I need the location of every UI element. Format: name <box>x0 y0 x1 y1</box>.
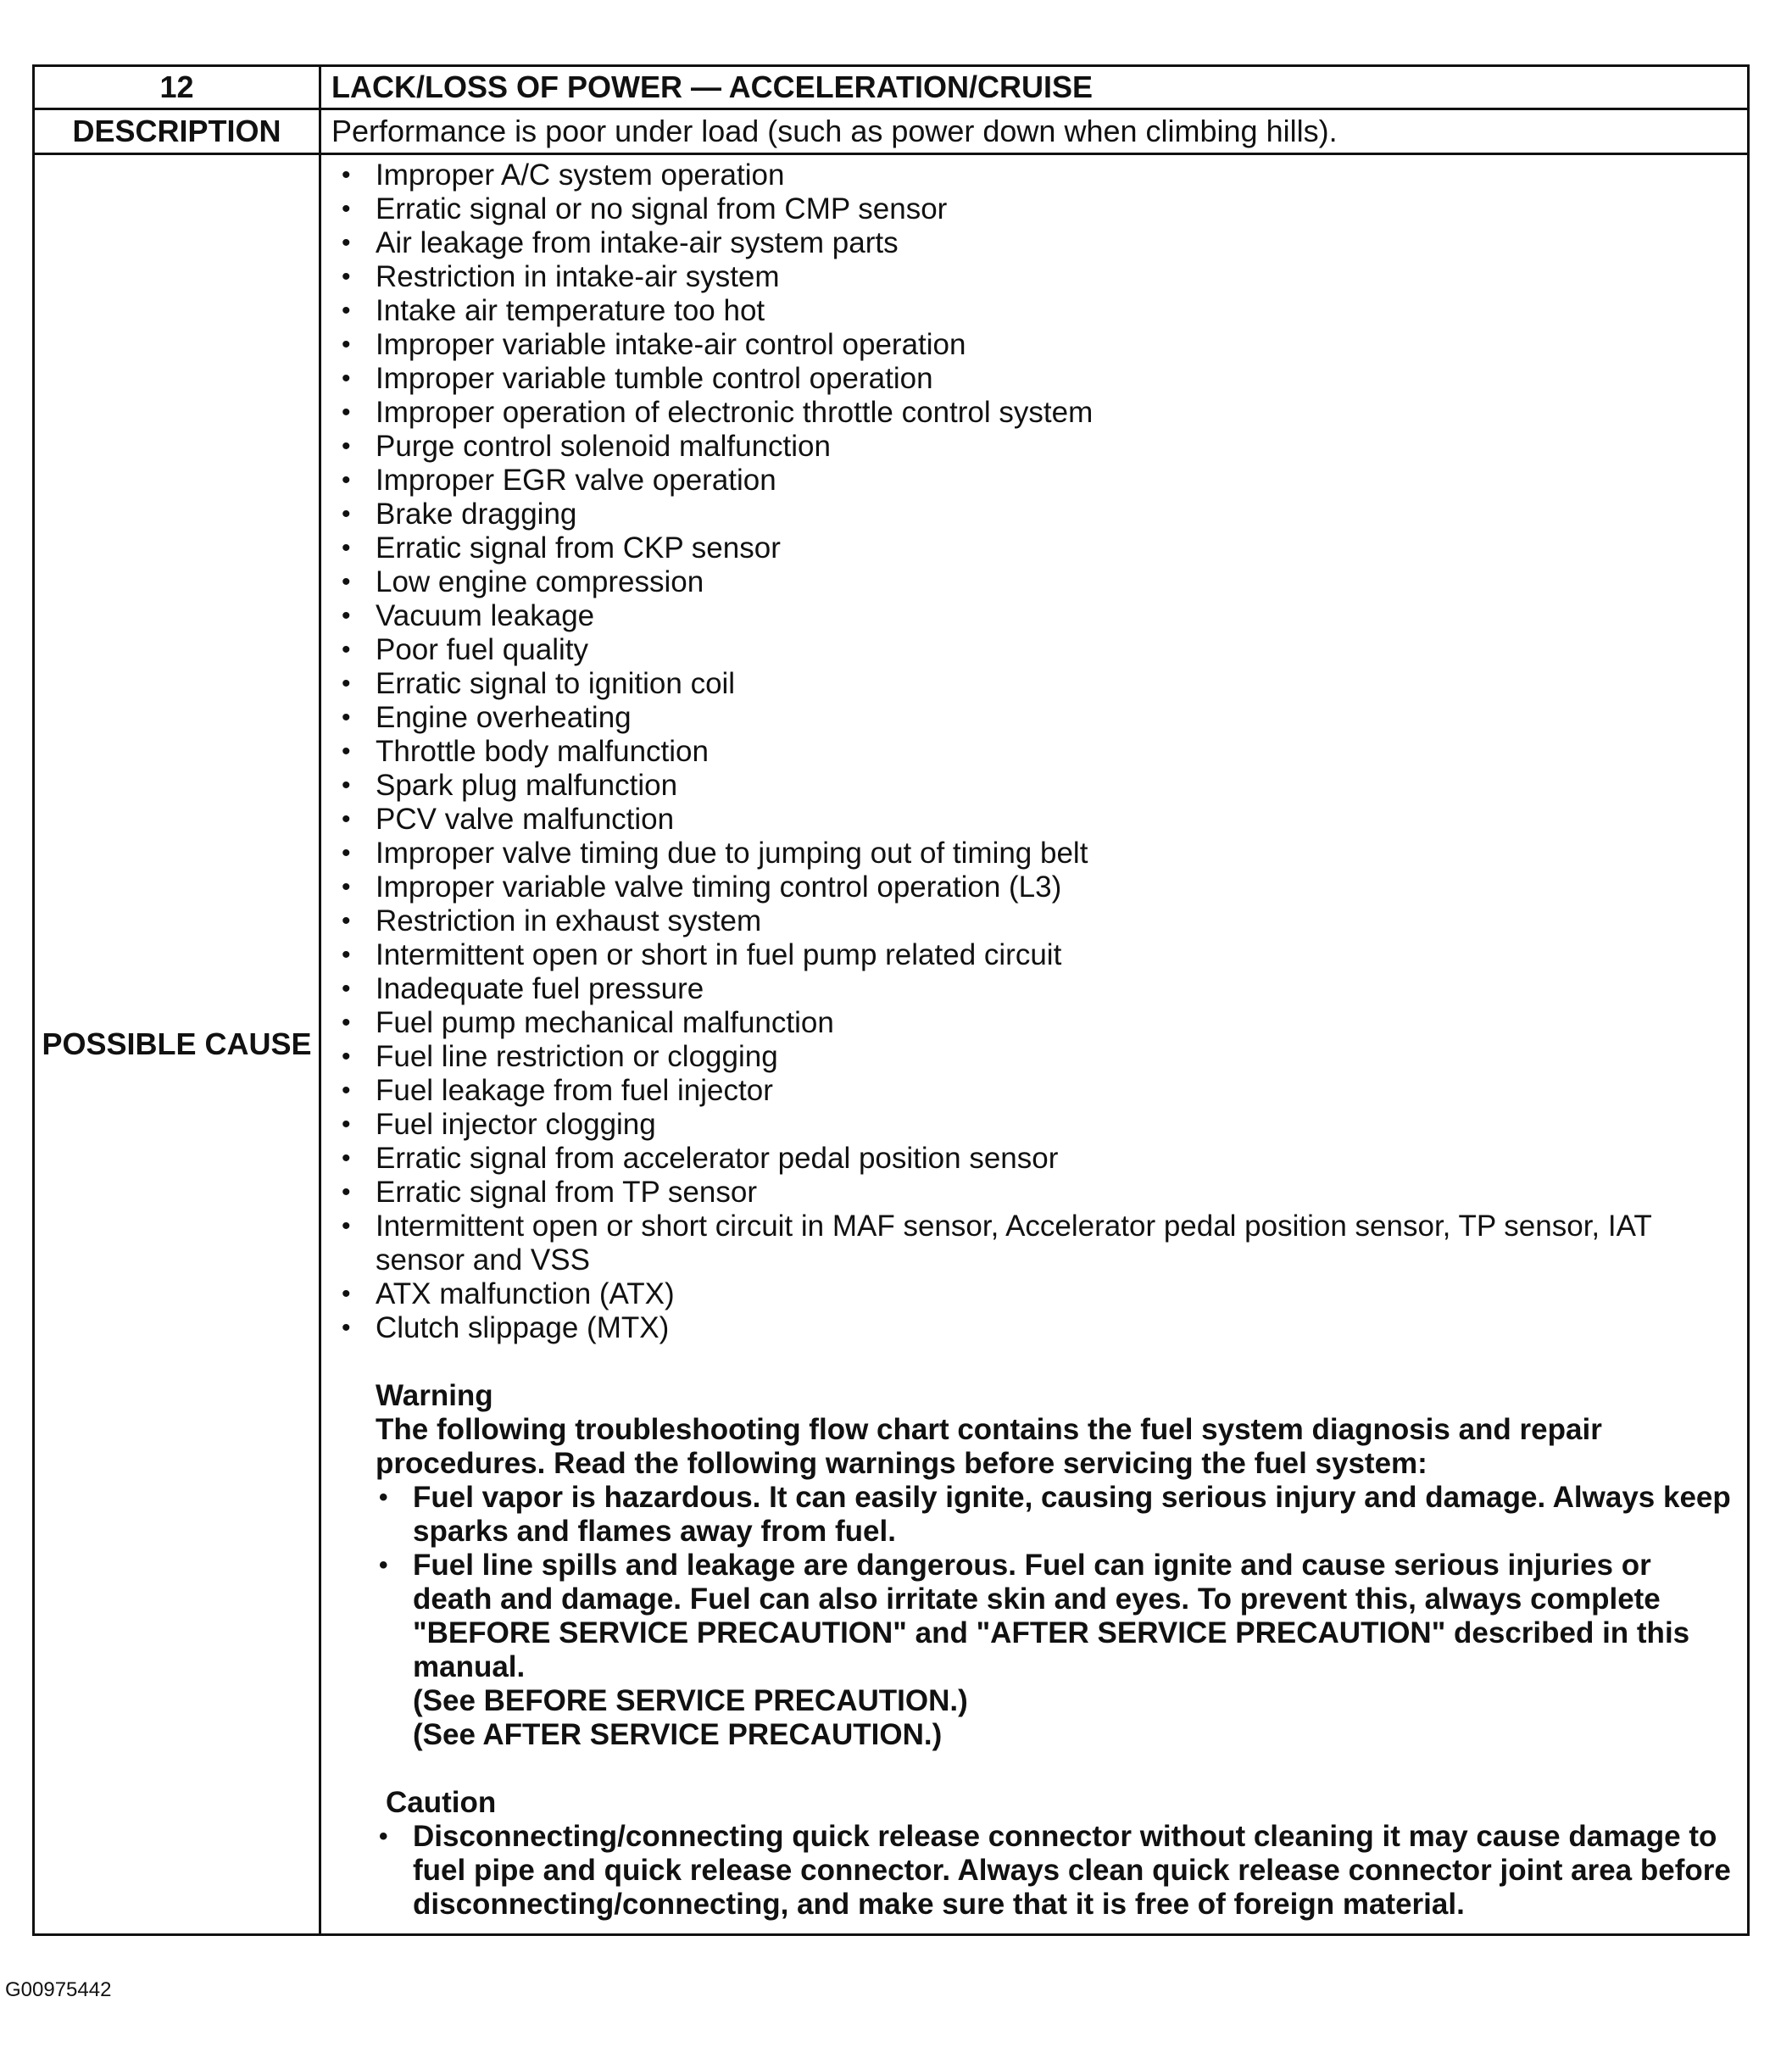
cause-item-text: Poor fuel quality <box>376 633 588 666</box>
cause-item <box>331 803 1737 837</box>
cause-item <box>331 667 1737 701</box>
warning-item <box>376 1549 1737 1684</box>
bullet-icon: • <box>342 534 351 562</box>
bullet-icon: • <box>342 161 351 189</box>
cause-item-text: Fuel line restriction or clogging <box>376 1040 778 1073</box>
cause-item <box>331 396 1737 430</box>
bullet-icon: • <box>342 1144 351 1172</box>
possible-cause-row <box>34 154 1749 1935</box>
cause-item <box>331 1210 1737 1277</box>
cause-item <box>331 599 1737 633</box>
cause-item <box>331 1176 1737 1210</box>
bullet-icon: • <box>342 432 351 460</box>
cause-item <box>331 938 1737 972</box>
warning-item-text: Fuel line spills and leakage are dangerous. Fuel can ignite and cause serious injuries or death and damage. Fuel can also irritate skin and eyes. To prevent this, always complete "BEFORE SERVICE PRECAUTION" and "AFTER SERVICE PRECAUTION" described in this manual. <box>413 1549 1690 1683</box>
caution-item <box>376 1820 1737 1922</box>
bullet-icon: • <box>342 1314 351 1342</box>
cause-item-text: Erratic signal from TP sensor <box>376 1176 757 1209</box>
bullet-icon: • <box>342 670 351 698</box>
cause-item <box>331 1006 1737 1040</box>
bullet-icon: • <box>342 331 351 359</box>
cause-item-text: Improper A/C system operation <box>376 159 785 192</box>
cause-item-text: Clutch slippage (MTX) <box>376 1311 670 1344</box>
cause-item <box>331 1142 1737 1176</box>
caution-item-text: Disconnecting/connecting quick release connector without cleaning it may cause damage to fuel pipe and quick release connector. Always clean quick release connector joint area before disconnecting/connecting, and make sure that it is free of foreign material. <box>413 1820 1731 1921</box>
warning-intro: The following troubleshooting flow chart contains the fuel system diagnosis and repair procedures. Read the following warnings before servicing the fuel system: <box>376 1413 1602 1480</box>
cause-item <box>331 1108 1737 1142</box>
cause-item <box>331 1277 1737 1311</box>
cause-list <box>331 159 1737 1345</box>
cause-item-text: Intake air temperature too hot <box>376 294 765 327</box>
cause-item-text: Brake dragging <box>376 498 577 531</box>
cause-item-text: Improper variable valve timing control operation (L3) <box>376 871 1062 904</box>
bullet-icon: • <box>342 636 351 664</box>
cause-item-text: Air leakage from intake-air system parts <box>376 226 899 259</box>
symptom-title: LACK/LOSS OF POWER — ACCELERATION/CRUISE <box>320 66 1749 109</box>
possible-cause-content <box>320 154 1749 1935</box>
caution-block <box>331 1786 1737 1922</box>
bullet-icon: • <box>342 195 351 223</box>
bullet-icon: • <box>342 602 351 630</box>
bullet-icon: • <box>342 568 351 596</box>
cause-item <box>331 565 1737 599</box>
bullet-icon: • <box>342 873 351 901</box>
cause-item <box>331 430 1737 464</box>
cause-item-text: Erratic signal or no signal from CMP sensor <box>376 192 948 225</box>
description-row <box>34 109 1749 154</box>
bullet-icon: • <box>342 1212 351 1240</box>
bullet-icon: • <box>342 364 351 392</box>
bullet-icon: • <box>342 1110 351 1138</box>
bullet-icon: • <box>379 1822 388 1850</box>
description-label: DESCRIPTION <box>34 109 320 154</box>
cause-item <box>331 362 1737 396</box>
warning-title: Warning <box>376 1379 493 1412</box>
bullet-icon: • <box>379 1483 388 1511</box>
cause-item <box>331 871 1737 904</box>
cause-item-text: Intermittent open or short circuit in MAF sensor, Accelerator pedal position sensor, TP sensor, IAT sensor and VSS <box>376 1210 1652 1277</box>
cause-item <box>331 464 1737 498</box>
warning-block <box>331 1379 1737 1752</box>
cause-item <box>331 159 1737 192</box>
bullet-icon: • <box>342 704 351 731</box>
cause-item <box>331 498 1737 531</box>
possible-cause-label: POSSIBLE CAUSE <box>34 154 320 1935</box>
see-before-service-link[interactable]: (See BEFORE SERVICE PRECAUTION.) <box>413 1684 968 1717</box>
cause-item-text: Inadequate fuel pressure <box>376 972 704 1005</box>
cause-item <box>331 837 1737 871</box>
cause-item <box>331 260 1737 294</box>
cause-item-text: Vacuum leakage <box>376 599 595 632</box>
cause-item <box>331 904 1737 938</box>
cause-item <box>331 633 1737 667</box>
bullet-icon: • <box>342 1280 351 1308</box>
cause-item-text: Improper valve timing due to jumping out of timing belt <box>376 837 1088 870</box>
see-after-service-link[interactable]: (See AFTER SERVICE PRECAUTION.) <box>413 1718 943 1751</box>
cause-item <box>331 192 1737 226</box>
cause-item <box>331 328 1737 362</box>
cause-item <box>331 735 1737 769</box>
cause-item-text: Engine overheating <box>376 701 632 734</box>
cause-item-text: Improper variable intake-air control operation <box>376 328 966 361</box>
bullet-icon: • <box>379 1551 388 1579</box>
cause-item-text: PCV valve malfunction <box>376 803 675 836</box>
bullet-icon: • <box>342 500 351 528</box>
cause-item-text: Intermittent open or short in fuel pump related circuit <box>376 938 1062 971</box>
caution-title: Caution <box>386 1786 497 1819</box>
cause-item-text: Restriction in intake-air system <box>376 260 780 293</box>
bullet-icon: • <box>342 771 351 799</box>
cause-item-text: ATX malfunction (ATX) <box>376 1277 675 1310</box>
bullet-icon: • <box>342 737 351 765</box>
cause-item-text: Low engine compression <box>376 565 704 598</box>
bullet-icon: • <box>342 1009 351 1037</box>
troubleshooting-table <box>32 64 1750 1936</box>
warning-item <box>376 1481 1737 1549</box>
bullet-icon: • <box>342 1076 351 1104</box>
bullet-icon: • <box>342 398 351 426</box>
cause-item-text: Fuel pump mechanical malfunction <box>376 1006 834 1039</box>
cause-item-text: Improper operation of electronic throttle control system <box>376 396 1094 429</box>
cause-item-text: Fuel injector clogging <box>376 1108 656 1141</box>
bullet-icon: • <box>342 1043 351 1071</box>
bullet-icon: • <box>342 1178 351 1206</box>
cause-item-text: Erratic signal from CKP sensor <box>376 531 781 565</box>
bullet-icon: • <box>342 975 351 1003</box>
table-header-row <box>34 66 1749 109</box>
warning-list <box>376 1481 1737 1684</box>
bullet-icon: • <box>342 941 351 969</box>
cause-item-text: Erratic signal from accelerator pedal position sensor <box>376 1142 1059 1175</box>
step-number: 12 <box>34 66 320 109</box>
cause-item-text: Purge control solenoid malfunction <box>376 430 831 463</box>
cause-item-text: Improper variable tumble control operation <box>376 362 933 395</box>
warning-item-text: Fuel vapor is hazardous. It can easily ignite, causing serious injury and damage. Always keep sparks and flames away from fuel. <box>413 1481 1731 1548</box>
description-text: Performance is poor under load (such as power down when climbing hills). <box>320 109 1749 154</box>
cause-item-text: Improper EGR valve operation <box>376 464 776 497</box>
cause-item <box>331 294 1737 328</box>
bullet-icon: • <box>342 805 351 833</box>
cause-item <box>331 1040 1737 1074</box>
figure-id: G00975442 <box>5 1978 112 2001</box>
bullet-icon: • <box>342 297 351 325</box>
cause-item-text: Erratic signal to ignition coil <box>376 667 736 700</box>
cause-item-text: Restriction in exhaust system <box>376 904 762 937</box>
bullet-icon: • <box>342 907 351 935</box>
cause-item <box>331 701 1737 735</box>
caution-list <box>376 1820 1737 1922</box>
cause-item <box>331 1074 1737 1108</box>
cause-item-text: Throttle body malfunction <box>376 735 709 768</box>
see-references <box>376 1684 1737 1752</box>
cause-item <box>331 769 1737 803</box>
bullet-icon: • <box>342 466 351 494</box>
cause-item <box>331 531 1737 565</box>
cause-item <box>331 1311 1737 1345</box>
bullet-icon: • <box>342 229 351 257</box>
cause-item-text: Fuel leakage from fuel injector <box>376 1074 773 1107</box>
bullet-icon: • <box>342 263 351 291</box>
cause-item <box>331 972 1737 1006</box>
bullet-icon: • <box>342 839 351 867</box>
cause-item <box>331 226 1737 260</box>
cause-item-text: Spark plug malfunction <box>376 769 678 802</box>
